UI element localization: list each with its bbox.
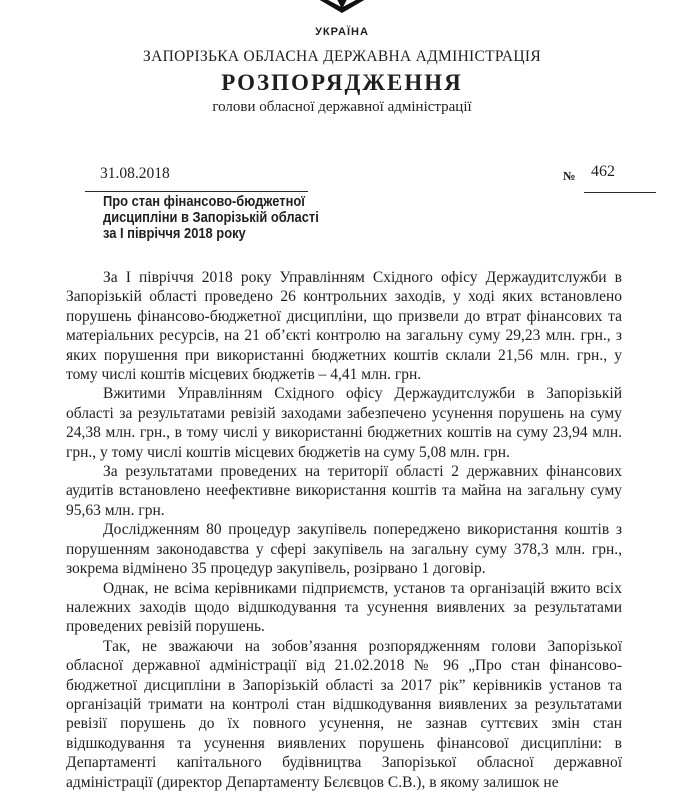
subject-line: за І півріччя 2018 року [103,225,246,242]
document-date: 31.08.2018 [100,165,170,182]
country-name: УКРАЇНА [315,26,369,38]
body-paragraph: Дослідженням 80 процедур закупівель попереджено використання коштів з порушенням законодавства у сфері закупівель на загальну суму 378,3 млн. грн., зокрема відмінено 35 процедур закупівель, розірвано 1 договір. [66,521,622,578]
body-paragraph: Вжитими Управлінням Східного офісу Держаудитслужби в Запорізькій області за результатами ревізій заходами забезпечено усунення порушень на суму 24,38 млн. грн., в тому числі у використанні бюджетних коштів на суму 23,94 млн. грн., у тому числі коштів місцевих бюджетів на суму 5,08 млн. грн. [66,385,622,461]
document-type-title: РОЗПОРЯДЖЕННЯ [221,70,463,95]
subject-line: Про стан фінансово-бюджетної [103,193,305,210]
document-body [66,268,622,792]
coat-of-arms-icon [319,0,365,13]
organization-name: ЗАПОРІЗЬКА ОБЛАСНА ДЕРЖАВНА АДМІНІСТРАЦІЯ [143,48,541,65]
document-subject [103,194,344,242]
document-number: 462 [591,163,615,180]
subject-line: дисципліни в Запорізькій області [103,209,319,226]
date-underline [85,191,308,192]
body-paragraph: За результатами проведених на території області 2 державних фінансових аудитів встановлено неефективне використання коштів та майна на загальну суму 95,63 млн. грн. [66,463,622,519]
body-paragraph: За І півріччя 2018 року Управлінням Східного офісу Держаудитслужби в Запорізькій області проведено 26 контрольних заходів, у ході яких встановлено порушень фінансово-бюджетної дисципліни, що призвели до втрат фінансових та матеріальних ресурсів, на 21 об’єкті контролю на загальну суму 29,23 млн. грн., з яких порушення при використанні бюджетних коштів склали 21,56 млн. грн., у тому числі коштів місцевих бюджетів – 4,41 млн. грн. [66,269,622,384]
body-paragraph: Однак, не всіма керівниками підприємств, установ та організацій вжито всіх належних заходів щодо відшкодування та усунення виявлених за результатами проведених ревізій порушень. [66,579,622,636]
document-subtitle: голови обласної державної адміністрації [212,99,472,115]
body-paragraph: Так, не зважаючи на зобов’язання розпорядженням голови Запорізької обласної державної адміністрації від 21.02.2018 № 96 „Про стан фінансово-бюджетної дисципліни в Запорізькій області за 2017 рік” керівників установ та організацій тримати на контролі стан відшкодування виявлених за результатами ревізії порушень до їх повного усунення, не зазнав суттєвих змін стан відшкодування та усунення виявлених порушень фінансової дисципліни: в Департаменті капітального будівництва Запорізької обласної державної адміністрації (директор Департаменту Бєлєвцов С.В.), в якому залишок не [66,637,622,791]
document-number-sign: № [563,169,576,183]
number-underline [584,192,656,193]
